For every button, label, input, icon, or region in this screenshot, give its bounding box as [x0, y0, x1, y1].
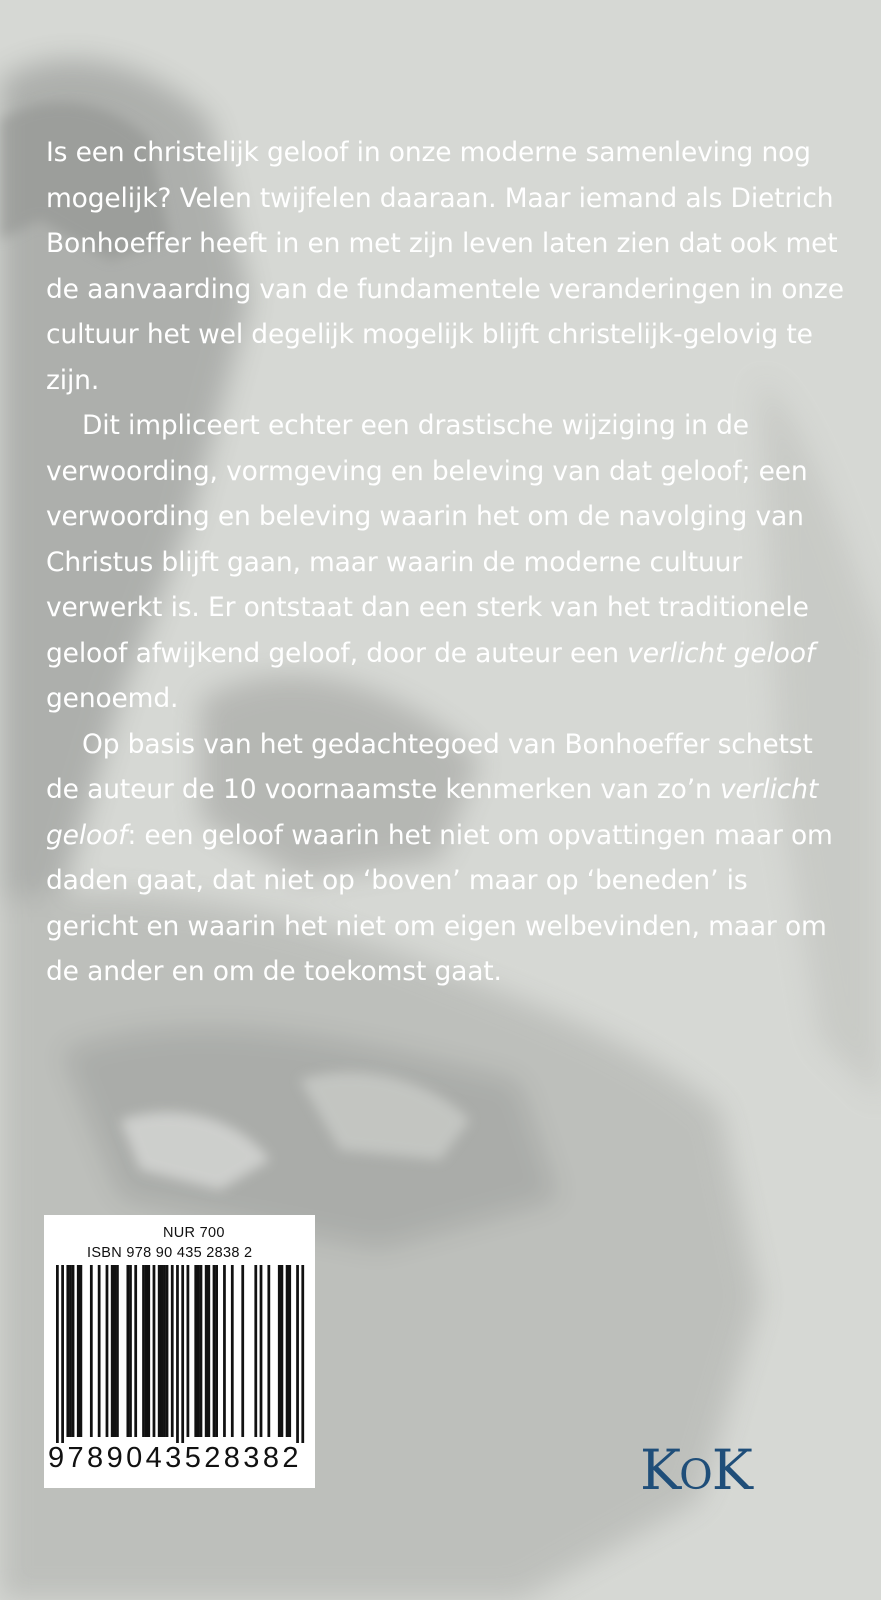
logo-letter-k2: K — [711, 1438, 751, 1502]
barcode-bar — [160, 1265, 163, 1437]
ean-digits: 9789043528382 — [48, 1442, 302, 1474]
barcode-bar — [254, 1265, 257, 1437]
barcode-bar — [286, 1265, 289, 1437]
barcode-bar — [163, 1265, 166, 1437]
barcode-bar — [187, 1265, 190, 1437]
blurb-paragraph-3-text: Op basis van het gedachtegoed van Bonhoeffer schetst de auteur de 10 voornaamste kenmerken van zo’n — [46, 728, 813, 805]
barcode-bar — [241, 1265, 244, 1437]
blurb-paragraph-2-italic: verlicht geloof — [627, 637, 815, 669]
barcode-bar — [207, 1265, 210, 1437]
barcode-bar — [153, 1265, 156, 1437]
barcode-bar — [79, 1265, 82, 1437]
barcode-bar — [145, 1265, 148, 1437]
barcode-bar — [77, 1265, 80, 1437]
blurb-paragraph-3-italic: verlicht geloof — [46, 774, 819, 851]
blurb-paragraph-3 — [46, 722, 846, 995]
barcode-bar — [66, 1265, 69, 1437]
barcode-bar — [281, 1265, 284, 1437]
barcode-bar — [147, 1265, 150, 1437]
barcode-bar — [113, 1265, 116, 1437]
blurb-paragraph-1: Is een christelijk geloof in onze moderne samenleving nog mogelijk? Velen twijfelen daaraan. Maar iemand als Dietrich Bonhoeffer heeft in en met zijn leven laten zien dat ook met de aanvaarding van de fundamentele veranderingen in onze cultuur het wel degelijk mogelijk blijft christelijk-gelovig te zijn. — [46, 137, 844, 396]
logo-letter-k1: K — [640, 1438, 680, 1502]
barcode-bar — [111, 1265, 114, 1437]
nur-code: NUR 700 — [163, 1225, 225, 1241]
barcode-bar — [56, 1265, 59, 1443]
barcode-bar — [116, 1265, 119, 1437]
barcode-bar — [98, 1265, 101, 1437]
barcode-bar — [267, 1265, 270, 1437]
barcode-bar — [126, 1265, 129, 1437]
barcode-bar — [129, 1265, 132, 1437]
barcode-bar — [278, 1265, 281, 1437]
barcode-bar — [194, 1265, 197, 1437]
logo-letter-o: O — [679, 1451, 712, 1499]
blurb-paragraph-2-end: genoemd. — [46, 683, 179, 714]
blurb-paragraph-2 — [46, 403, 846, 722]
blurb-paragraph-2-text: Dit impliceert echter een drastische wijziging in de verwoording, vormgeving en beleving van dat geloof; een verwoording en beleving waarin het om de navolging van Christus blijft gaan, maar waarin de moderne cultuur verwerkt is. Er ontstaat dan een sterk van het traditionele geloof afwijkend geloof, door de auteur een — [46, 410, 809, 669]
barcode-bar — [200, 1265, 203, 1437]
barcode-bar — [296, 1265, 299, 1443]
barcode-bar — [90, 1265, 93, 1437]
isbn-barcode-panel — [44, 1215, 315, 1488]
barcode-bar — [166, 1265, 169, 1437]
barcode-bar — [231, 1265, 234, 1437]
barcode-bar — [142, 1265, 145, 1437]
barcode-bars — [56, 1265, 306, 1445]
barcode-bar — [176, 1265, 179, 1443]
barcode-bar — [106, 1265, 109, 1437]
barcode-bar — [205, 1265, 208, 1437]
back-cover-blurb — [46, 130, 846, 995]
barcode-bar — [69, 1265, 72, 1437]
barcode-bar — [72, 1265, 75, 1437]
isbn-number: ISBN 978 90 435 2838 2 — [87, 1245, 253, 1261]
barcode-bar — [215, 1265, 218, 1437]
barcode-bar — [158, 1265, 161, 1437]
barcode-bar — [197, 1265, 200, 1437]
barcode-bar — [213, 1265, 216, 1437]
barcode-bar — [301, 1265, 304, 1443]
barcode-bar — [260, 1265, 263, 1437]
blurb-paragraph-3-end: : een geloof waarin het niet om opvattingen maar om daden gaat, dat niet op ‘boven’ maar op ‘beneden’ is gericht en waarin het niet om eigen welbevinden, maar om de ander en om de toekomst gaat. — [46, 819, 833, 987]
barcode-bar — [181, 1265, 184, 1443]
publisher-logo-kok — [640, 1438, 751, 1502]
barcode-bar — [61, 1265, 64, 1443]
barcode-bar — [288, 1265, 291, 1437]
barcode-bar — [134, 1265, 137, 1437]
barcode-bar — [223, 1265, 226, 1437]
barcode-bar — [171, 1265, 174, 1437]
